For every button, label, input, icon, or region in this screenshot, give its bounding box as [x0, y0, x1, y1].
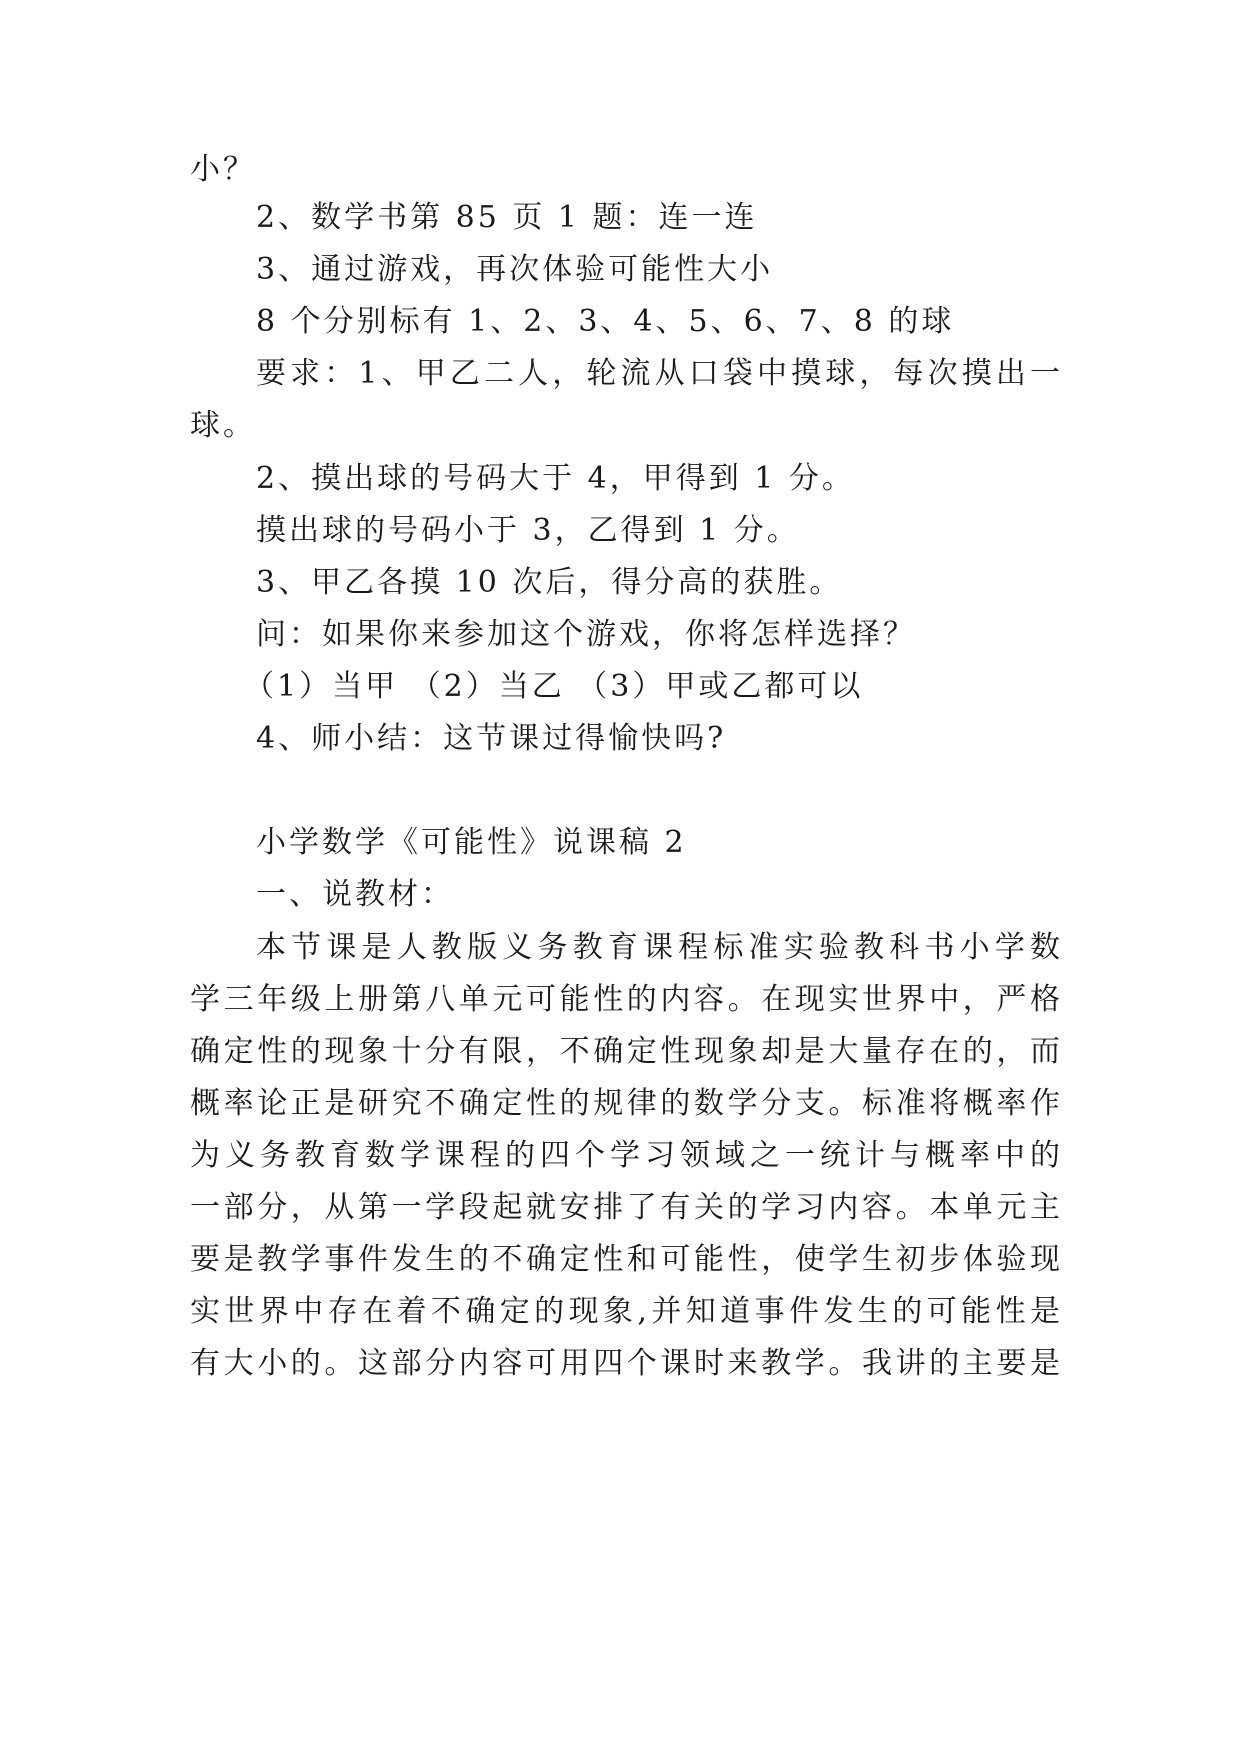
paragraph-line: 确定性的现象十分有限，不确定性现象却是大量存在的，而: [190, 1034, 1060, 1069]
text-line: 球。: [190, 408, 256, 443]
text-line: 2、摸出球的号码大于 4，甲得到 1 分。: [256, 461, 855, 496]
text-line: 小？: [190, 152, 256, 187]
text-line: 4、师小结：这节课过得愉快吗?: [256, 721, 727, 756]
paragraph-line: 要是教学事件发生的不确定性和可能性，使学生初步体验现: [190, 1242, 1060, 1277]
paragraph-line: 为义务教育数学课程的四个学习领域之一统计与概率中的: [190, 1138, 1060, 1173]
text-line: 3、甲乙各摸 10 次后，得分高的获胜。: [256, 565, 843, 600]
paragraph-line: 概率论正是研究不确定性的规律的数学分支。标准将概率作: [190, 1086, 1060, 1121]
section-title: 小学数学《可能性》说课稿 2: [256, 825, 687, 860]
paragraph-line: 有大小的。这部分内容可用四个课时来教学。我讲的主要是: [190, 1346, 1060, 1381]
text-line: 8 个分别标有 1、2、3、4、5、6、7、8 的球: [256, 304, 955, 339]
text-line: 2、数学书第 85 页 1 题：连一连: [256, 200, 758, 235]
text-line: 问：如果你来参加这个游戏，你将怎样选择？: [256, 617, 916, 652]
paragraph-line: 实世界中存在着不确定的现象,并知道事件发生的可能性是: [190, 1294, 1060, 1329]
paragraph-line: 学三年级上册第八单元可能性的内容。在现实世界中，严格: [190, 982, 1060, 1017]
section-heading: 一、说教材：: [256, 877, 454, 912]
text-line: 要求：1、甲乙二人，轮流从口袋中摸球，每次摸出一: [256, 356, 1060, 391]
text-line: 摸出球的号码小于 3，乙得到 1 分。: [256, 513, 800, 548]
text-line: 3、通过游戏，再次体验可能性大小: [256, 252, 774, 287]
paragraph-line: 一部分，从第一学段起就安排了有关的学习内容。本单元主: [190, 1190, 1060, 1225]
text-line: （1）当甲 （2）当乙 （3）甲或乙都可以: [244, 669, 864, 704]
paragraph-line: 本节课是人教版义务教育课程标准实验教科书小学数: [256, 930, 1060, 965]
